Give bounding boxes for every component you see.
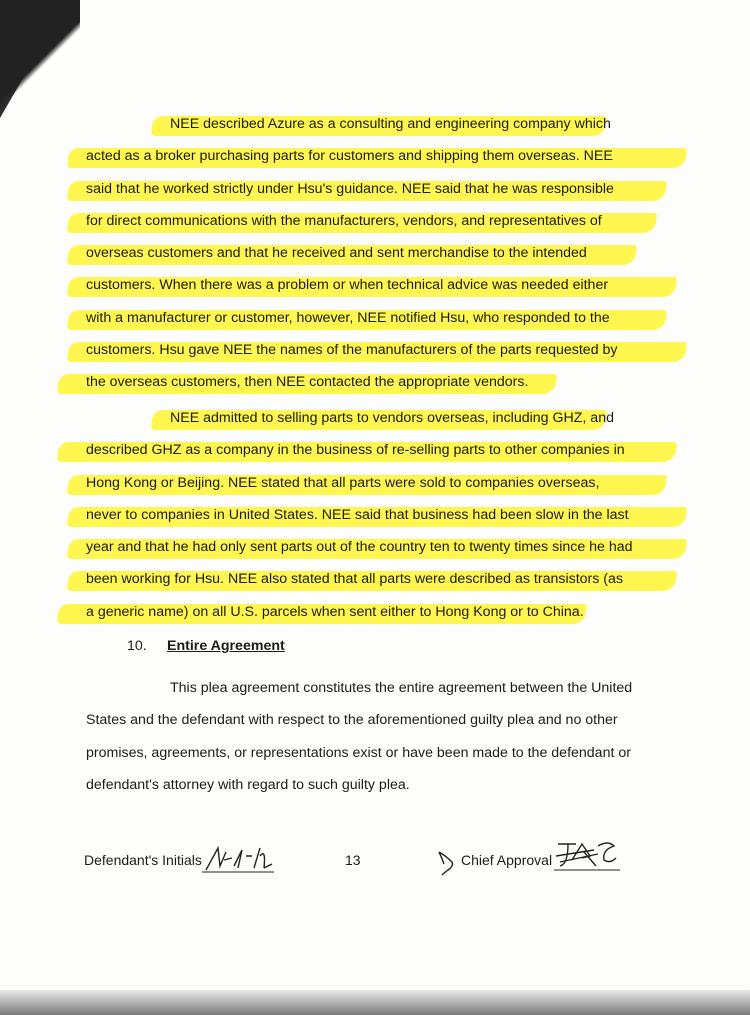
text-line: the overseas customers, then NEE contacted the appropriate vendors. — [86, 366, 646, 398]
scan-bottom-edge — [0, 990, 750, 1015]
text-line: Hong Kong or Beijing. NEE stated that all parts were sold to companies overseas, — [86, 467, 646, 499]
text-line: defendant's attorney with regard to such guilty plea. — [86, 776, 410, 793]
defendant-initials-signature — [202, 842, 274, 874]
text-line: with a manufacturer or customer, however, NEE notified Hsu, who responded to the — [86, 302, 646, 334]
text-line: NEE described Azure as a consulting and engineering company which — [86, 108, 646, 140]
text-line: a generic name) on all U.S. parcels when sent either to Hong Kong or to China. — [86, 596, 646, 628]
defendant-initials-label: Defendant's Initials — [84, 852, 202, 868]
text-line: year and that he had only sent parts out of the country ten to twenty times since he had — [86, 531, 646, 563]
text-line: States and the defendant with respect to the aforementioned guilty plea and no other — [86, 712, 618, 729]
section-number: 10. — [127, 638, 147, 654]
page-footer — [84, 848, 644, 888]
chief-approval-label: Chief Approval — [461, 852, 553, 868]
paragraph-entire-agreement — [86, 672, 646, 801]
text-line: promises, agreements, or representations exist or have been made to the defendant or — [86, 744, 631, 761]
text-line: customers. Hsu gave NEE the names of the manufacturers of the parts requested by — [86, 334, 646, 366]
text-line: This plea agreement constitutes the entire agreement between the United — [170, 680, 633, 696]
text-line: been working for Hsu. NEE also stated that all parts were described as transistors (as — [86, 563, 646, 595]
chief-approval-signature — [554, 838, 620, 872]
text-line: said that he worked strictly under Hsu's guidance. NEE said that he was responsible — [86, 173, 646, 205]
section-title: Entire Agreement — [167, 638, 285, 654]
paragraph-azure-description — [86, 108, 646, 399]
text-line: overseas customers and that he received and sent merchandise to the intended — [86, 237, 646, 269]
page-number: 13 — [345, 852, 361, 868]
approval-check-icon — [436, 848, 458, 876]
paragraph-ghz-sales — [86, 402, 646, 628]
text-line: described GHZ as a company in the business of re-selling parts to other companies in — [86, 434, 646, 466]
text-line: for direct communications with the manufacturers, vendors, and representatives of — [86, 205, 646, 237]
text-line: never to companies in United States. NEE said that business had been slow in the last — [86, 499, 646, 531]
text-line: acted as a broker purchasing parts for customers and shipping them overseas. NEE — [86, 140, 646, 172]
section-heading — [127, 638, 285, 654]
text-line: NEE admitted to selling parts to vendors overseas, including GHZ, and — [86, 402, 646, 434]
text-line: customers. When there was a problem or when technical advice was needed either — [86, 269, 646, 301]
